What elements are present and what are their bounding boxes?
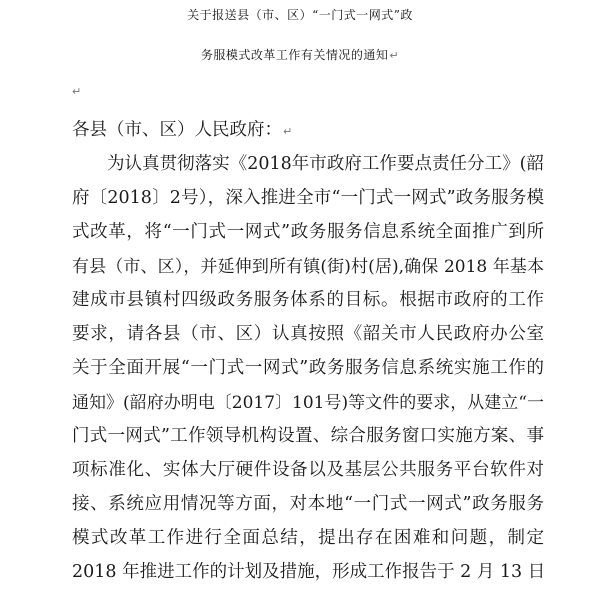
salutation-text: 各县（市、区）人民政府： (72, 120, 282, 140)
body-line: 通知》(韶府办明电〔2017〕101号)等文件的要求，从建立“一 (72, 393, 544, 413)
document-title-line-2 (0, 46, 600, 63)
body-line: 2018 年推进工作的计划及措施，形成工作报告于 2 月 13 日 (72, 562, 546, 582)
body-line: 有县（市、区），并延伸到所有镇(街)村(居),确保 2018 年基本 (72, 257, 544, 277)
body-line: 府〔2018〕2号），深入推进全市“一门式一网式”政务服务模 (72, 188, 544, 208)
body-line: 式改革，将“一门式一网式”政务服务信息系统全面推广到所 (72, 222, 544, 242)
body-line: 要求，请各县（市、区）认真按照《韶关市人民政府办公室 (72, 324, 544, 344)
body-line: 模式改革工作进行全面总结，提出存在困难和问题，制定 (72, 528, 544, 548)
body-line: 关于全面开展“一门式一网式”政务服务信息系统实施工作的 (72, 358, 544, 378)
document-title-line-1 (0, 6, 600, 23)
body-line: 门式一网式”工作领导机构设置、综合服务窗口实施方案、事 (72, 426, 544, 446)
body-line: 为认真贯彻落实《2018年市政府工作要点责任分工》(韶 (107, 154, 544, 174)
title-text-2: 务服模式改革工作有关情况的通知 (200, 48, 389, 62)
salutation (72, 116, 292, 141)
body-line: 接、系统应用情况等方面，对本地“一门式一网式”政务服务 (72, 494, 544, 514)
body-line: 项标准化、实体大厅硬件设备以及基层公共服务平台软件对 (72, 460, 544, 480)
paragraph-mark-icon: ↵ (389, 49, 400, 62)
empty-line-mark-icon: ↵ (72, 85, 82, 98)
title-text-1: 关于报送县（市、区）“一门式一网式”政 (187, 8, 413, 22)
paragraph-mark-icon: ↵ (283, 125, 293, 138)
body-line: 建成市县镇村四级政务服务体系的目标。根据市政府的工作 (72, 290, 544, 310)
